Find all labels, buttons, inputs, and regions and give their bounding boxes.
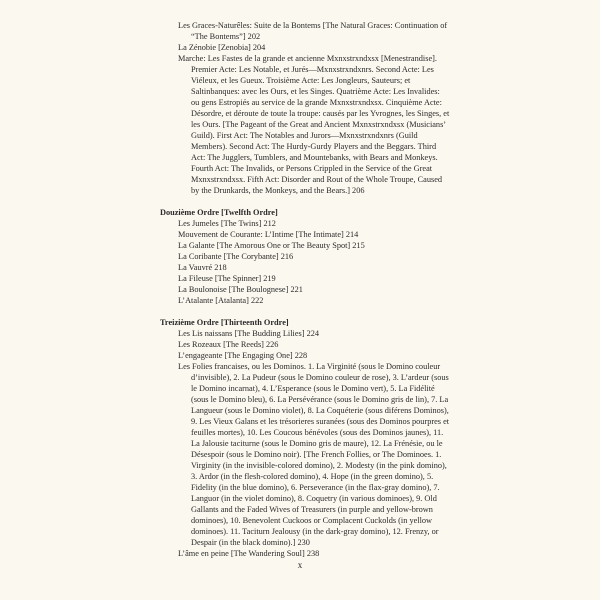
toc-entry: L’engageante [The Engaging One] 228 bbox=[178, 351, 308, 360]
toc-entry: La Coribante [The Corybante] 216 bbox=[178, 252, 294, 261]
section-heading: Douzième Ordre [Twelfth Ordre] bbox=[160, 208, 278, 217]
toc-entry: Marche: Les Fastes de la grande et ancienne Mxnxstrxndxsx [Menestrandise]. Premier Acte: Les Notable, et Jurés—Mxnxstrxndxnrs. Second Acte: Les Viéleux, et les Gueux. Troisième Acte: Les Jongleurs, Sauteurs; et Saltinbanques: avec les Ours, et les Singes. Quatrième Acte: Les Invalides: ou gens Estropiés au service de la grande Mxnxstrxndxsx. Cinquième Acte: Désordre, et déroute de toute la troupe: causés par les Yvrognes, les Singes, et les Ours. [The Pageant of the Great and Ancient Mxnxstrxndxsx (Musicians’ Guild). First Act: The Notables and Jurors—Mxnxstrxndxnrs (Guild Members). Second Act: The Hurdy-Gurdy Players and the Beggars. Third Act: The Jugglers, Tumblers, and Mountebanks, with Bears and Monkeys. Fourth Act: The Invalids, or Persons Crippled in the Service of the Great Mxnxstrxndxsx. Fifth Act: Disorder and Rout of the Whole Troupe, Caused by the Drunkards, the Monkeys, and the Bears.] 206 bbox=[178, 54, 450, 195]
toc-entry: La Fileuse [The Spinner] 219 bbox=[178, 274, 276, 283]
toc-entry: La Galante [The Amorous One or The Beauty Spot] 215 bbox=[178, 241, 365, 250]
toc-entry: La Vauvré 218 bbox=[178, 263, 227, 272]
toc-entry: Mouvement de Courante: L’Intime [The Intimate] 214 bbox=[178, 230, 359, 239]
toc-entry: Les Folies francaises, ou les Dominos. 1. La Virginité (sous le Domino couleur d’invisible), 2. La Pudeur (sous le Domino couleur de rose), 3. L’ardeur (sous le Domino incarnat), 4. L’Esperance (sous le Domino vert), 5. La Fidélité (sous le Domino bleu), 6. La Persévérance (sous le Domino gris de lin), 7. La Langueur (sous le Domino violet), 8. La Coquéterie (sous diférens Dominos), 9. Les Vieux Galans et les trésorieres suranées (sous des Dominos pourpres et feuilles mortes), 10. Les Coucous bénévoles (sous des Dominos jaunes), 11. La Jalousie taciturne (sous le Domino gris de maure), 12. La Frénésie, ou le Désespoir (sous le Domino noir). [The French Follies, or The Dominoes. 1. Virginity (in the invisible-colored domino), 2. Modesty (in the pink domino), 3. Ardor (in the flesh-colored domino), 4. Hope (in the green domino), 5. Fidelity (in the blue domino), 6. Perseverance (in the flax-gray domino), 7. Languor (in the violet domino), 8. Coquetry (in various dominoes), 9. Old Gallants and the Faded Wives of Treasurers (in purple and yellow-brown dominoes), 10. Benevolent Cuckoos or Complacent Cuckolds (in yellow dominoes). 11. Taciturn Jealousy (in the dark-gray domino), 12. Frenzy, or Despair (in the black domino).] 230 bbox=[178, 362, 450, 547]
table-of-contents bbox=[160, 20, 450, 559]
toc-entry: L’Atalante [Atalanta] 222 bbox=[178, 296, 264, 305]
section-heading: Treizième Ordre [Thirteenth Ordre] bbox=[160, 318, 289, 327]
toc-entry: L’âme en peine [The Wandering Soul] 238 bbox=[178, 549, 320, 558]
toc-entry: Les Jumeles [The Twins] 212 bbox=[178, 219, 276, 228]
toc-entry: La Zénobie [Zenobia] 204 bbox=[178, 43, 266, 52]
toc-entry: La Boulonoise [The Boulognese] 221 bbox=[178, 285, 303, 294]
toc-entry: Les Lis naissans [The Budding Lilies] 224 bbox=[178, 329, 320, 338]
page-number: x bbox=[297, 560, 303, 570]
toc-entry: Les Graces-Naturêles: Suite de la Bontems [The Natural Graces: Continuation of “The Bontems”] 202 bbox=[178, 21, 448, 41]
toc-entry: Les Rozeaux [The Reeds] 226 bbox=[178, 340, 279, 349]
